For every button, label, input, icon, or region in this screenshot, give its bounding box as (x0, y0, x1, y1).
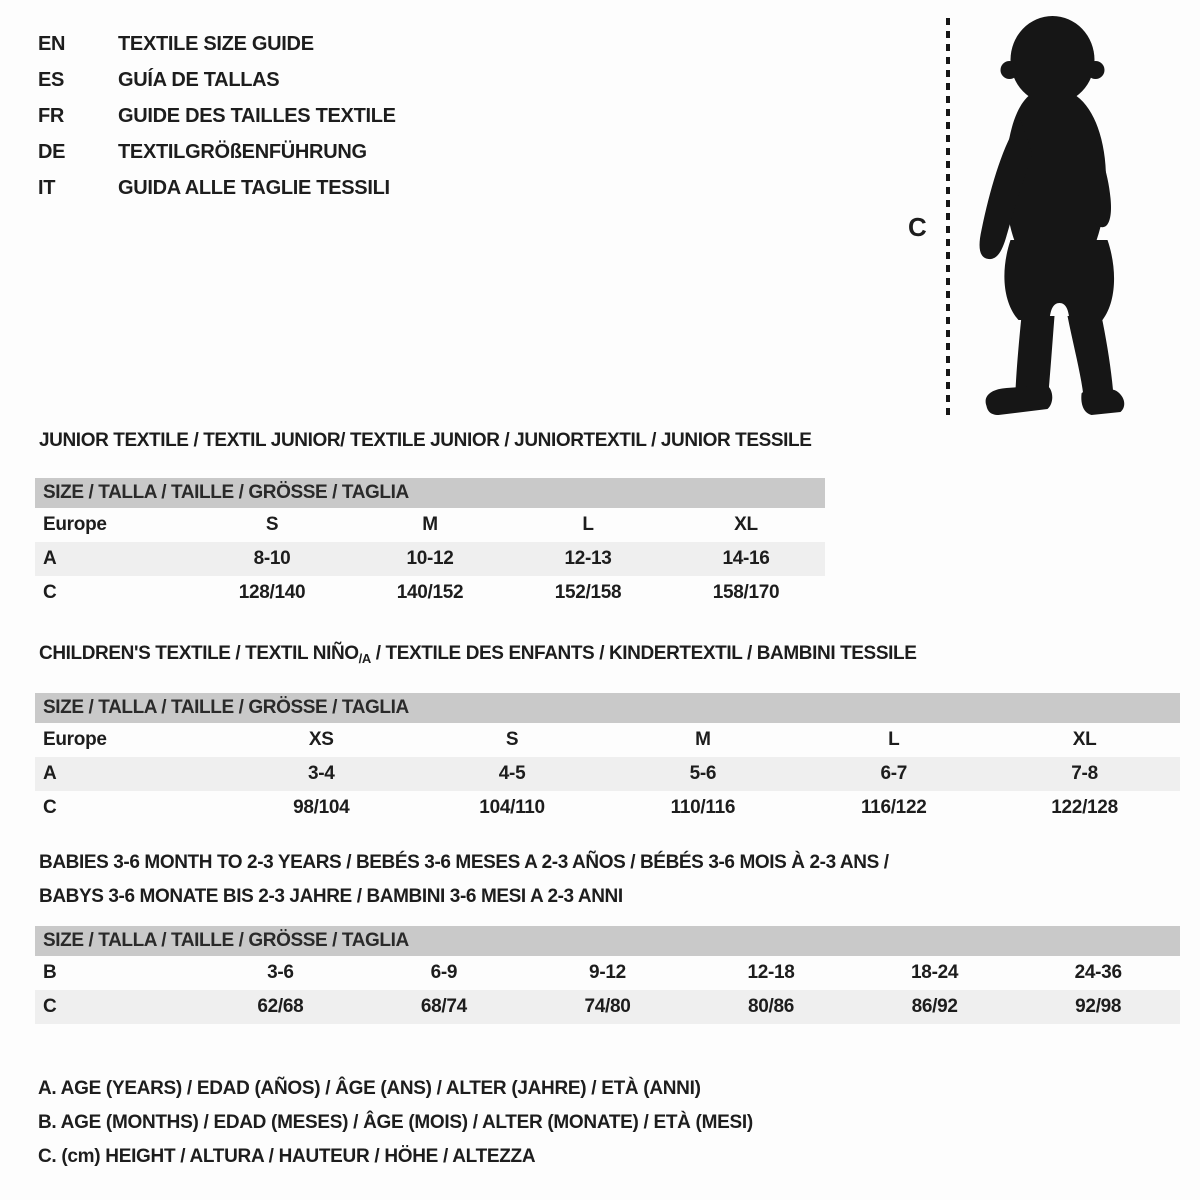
lang-title: GUIDE DES TAILLES TEXTILE (118, 104, 396, 127)
table-cell: M (422, 514, 438, 535)
table-cell: 116/122 (860, 797, 927, 818)
lang-title: TEXTILE SIZE GUIDE (118, 32, 314, 55)
lang-code: EN (38, 32, 66, 55)
lang-title: GUÍA DE TALLAS (118, 68, 280, 91)
table-cell: 7-8 (1071, 763, 1098, 784)
table-row (35, 990, 1180, 1024)
children-textile-section (35, 643, 1180, 825)
size-header-bar (35, 478, 825, 508)
table-row (35, 757, 1180, 791)
table-cell: 24-36 (1074, 962, 1122, 983)
junior-table-title: JUNIOR TEXTILE / TEXTIL JUNIOR/ TEXTILE JUNIOR / JUNIORTEXTIL / JUNIOR TESSILE (39, 430, 812, 451)
table-cell: 14-16 (722, 548, 770, 569)
babies-table-title-line1: BABIES 3-6 MONTH TO 2-3 YEARS / BEBÉS 3-6 MESES A 2-3 AÑOS / BÉBÉS 3-6 MOIS À 2-3 ANS / (39, 852, 889, 873)
children-table-title (35, 643, 1180, 670)
table-cell: 86/92 (911, 996, 958, 1017)
size-header-bar (35, 693, 1180, 723)
row-label: Europe (43, 729, 107, 750)
table-cell: 68/74 (420, 996, 467, 1017)
table-cell: 92/98 (1075, 996, 1122, 1017)
size-header-bar (35, 926, 1180, 956)
children-title-prefix: CHILDREN'S TEXTILE / TEXTIL NIÑO (39, 643, 359, 664)
row-label: C (43, 582, 57, 603)
height-measure-dashed-line (946, 18, 950, 416)
legend-line-a: A. AGE (YEARS) / EDAD (AÑOS) / ÂGE (ANS) / ALTER (JAHRE) / ETÀ (ANNI) (38, 1078, 701, 1099)
table-cell: S (505, 729, 519, 750)
table-cell: 122/128 (1051, 797, 1118, 818)
table-row (35, 542, 825, 576)
height-label: C (908, 212, 927, 242)
table-cell: 74/80 (584, 996, 631, 1017)
table-row (35, 791, 1180, 825)
table-cell: S (265, 514, 279, 535)
table-cell: L (888, 729, 900, 750)
table-cell: 5-6 (689, 763, 717, 784)
babies-textile-section (35, 846, 1180, 1024)
size-header-label: SIZE / TALLA / TAILLE / GRÖSSE / TAGLIA (35, 478, 825, 508)
table-cell: 140/152 (396, 582, 464, 603)
table-cell: 110/116 (670, 797, 736, 818)
table-cell: 152/158 (554, 582, 622, 603)
children-title-suffix: / TEXTILE DES ENFANTS / KINDERTEXTIL / BAMBINI TESSILE (370, 643, 917, 664)
table-cell: 6-9 (430, 962, 458, 983)
table-cell: 104/110 (479, 797, 545, 818)
row-label: A (43, 763, 57, 784)
table-cell: M (695, 729, 711, 750)
legend-line-c: C. (cm) HEIGHT / ALTURA / HAUTEUR / HÖHE / ALTEZZA (38, 1146, 536, 1167)
table-cell: 158/170 (712, 582, 780, 603)
lang-code: DE (38, 140, 66, 163)
junior-textile-section (35, 430, 825, 610)
table-cell: XL (734, 514, 758, 535)
table-cell: 10-12 (406, 548, 454, 569)
baby-silhouette-icon (962, 8, 1142, 418)
table-cell: 8-10 (253, 548, 291, 569)
row-label: C (43, 797, 57, 818)
row-label: A (43, 548, 57, 569)
table-row (35, 723, 1180, 757)
row-label: B (43, 962, 57, 983)
children-size-table (35, 693, 1180, 825)
lang-row-it (38, 170, 396, 206)
junior-size-table (35, 478, 825, 610)
table-cell: 12-18 (747, 962, 795, 983)
legend-line-b: B. AGE (MONTHS) / EDAD (MESES) / ÂGE (MOIS) / ALTER (MONATE) / ETÀ (MESI) (38, 1112, 753, 1133)
babies-table-title-line2: BABYS 3-6 MONATE BIS 2-3 JAHRE / BAMBINI 3-6 MESI A 2-3 ANNI (39, 886, 623, 907)
lang-title: TEXTILGRÖßENFÜHRUNG (118, 140, 367, 163)
table-cell: 98/104 (293, 797, 350, 818)
table-cell: XS (308, 729, 334, 750)
lang-code: IT (38, 176, 56, 199)
lang-code: FR (38, 104, 65, 127)
babies-size-table (35, 926, 1180, 1024)
lang-title: GUIDA ALLE TAGLIE TESSILI (118, 176, 390, 199)
table-cell: 6-7 (880, 763, 907, 784)
table-cell: 80/86 (748, 996, 795, 1017)
lang-row-es (38, 62, 396, 98)
table-cell: 4-5 (498, 763, 526, 784)
table-row (35, 956, 1180, 990)
lang-row-en (38, 26, 396, 62)
table-cell: 18-24 (911, 962, 959, 983)
children-title-subscript: /A (358, 651, 371, 666)
lang-code: ES (38, 68, 65, 91)
measurement-legend (38, 1072, 753, 1174)
table-cell: 9-12 (589, 962, 626, 983)
lang-row-de (38, 134, 396, 170)
table-cell: 12-13 (564, 548, 612, 569)
language-title-list (38, 26, 396, 206)
table-cell: 128/140 (238, 582, 306, 603)
table-cell: 62/68 (257, 996, 304, 1017)
size-header-label: SIZE / TALLA / TAILLE / GRÖSSE / TAGLIA (35, 926, 1180, 956)
table-row (35, 508, 825, 542)
table-row (35, 576, 825, 610)
row-label: Europe (43, 514, 107, 535)
row-label: C (43, 996, 57, 1017)
table-cell: L (582, 514, 594, 535)
table-cell: 3-4 (307, 763, 335, 784)
table-cell: 3-6 (267, 962, 294, 983)
table-cell: XL (1072, 729, 1097, 750)
lang-row-fr (38, 98, 396, 134)
size-header-label: SIZE / TALLA / TAILLE / GRÖSSE / TAGLIA (35, 693, 1180, 723)
